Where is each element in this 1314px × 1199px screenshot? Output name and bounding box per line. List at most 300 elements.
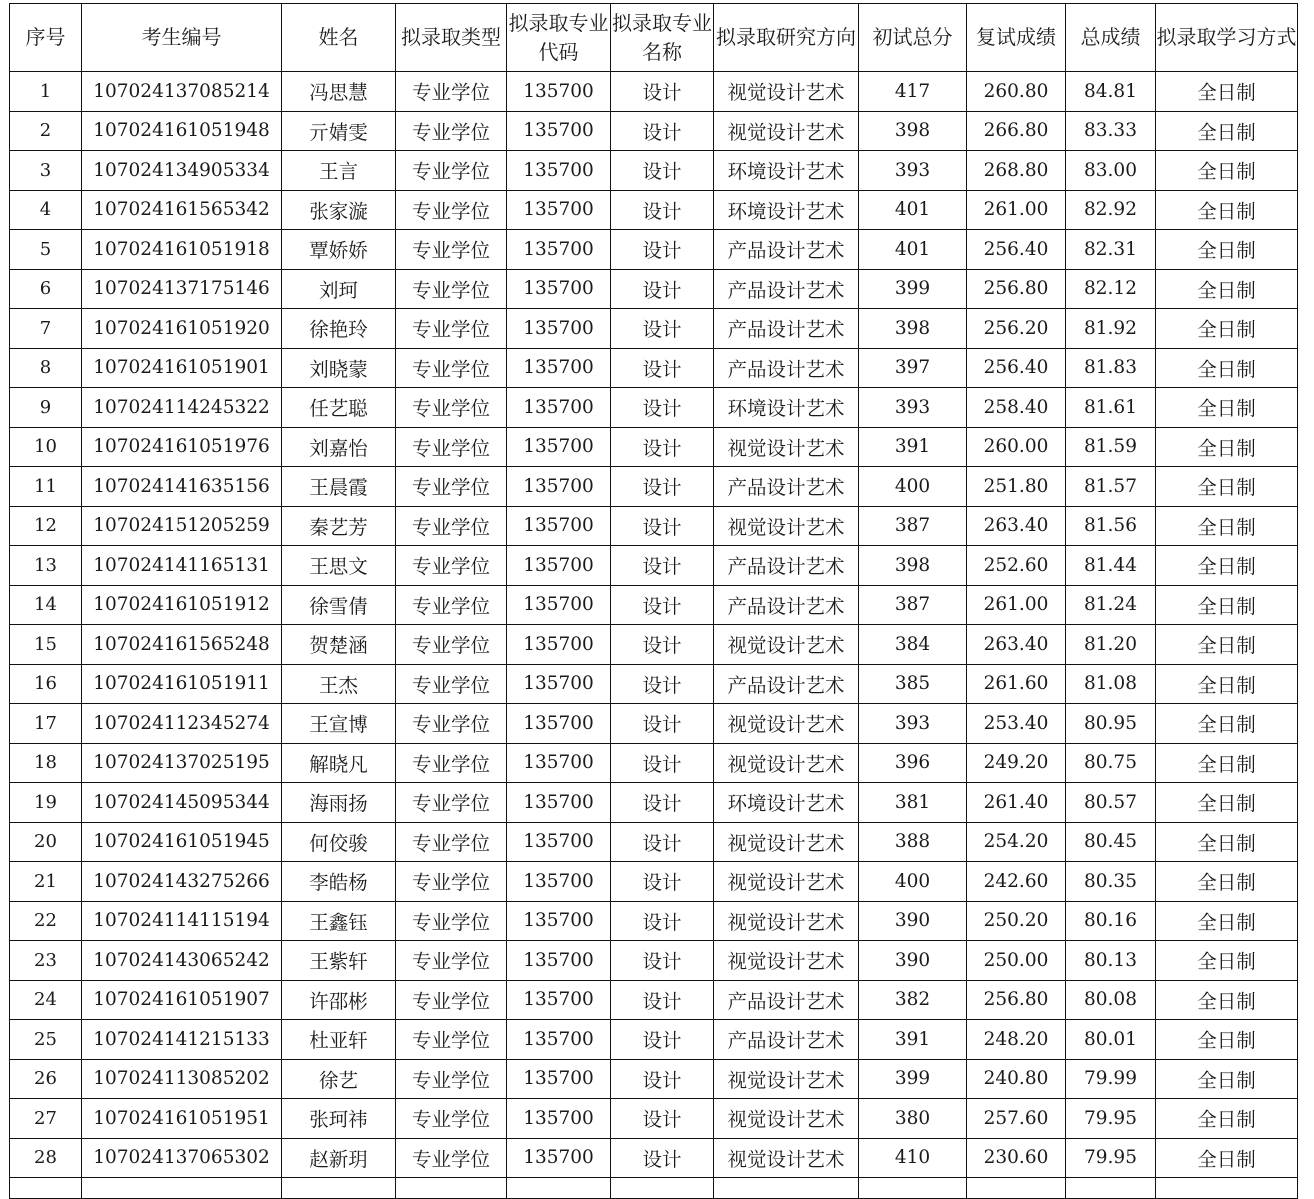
- cell-major-name: 设计: [611, 664, 714, 704]
- cell-exam-id: 107024134905334: [82, 151, 282, 191]
- cell-major-name: 设计: [611, 1059, 714, 1099]
- cell-major-code: 135700: [507, 1020, 611, 1060]
- cell-study-mode: 全日制: [1156, 664, 1298, 704]
- cell-exam-id: 107024137175146: [82, 269, 282, 309]
- cell-major-name: 设计: [611, 230, 714, 270]
- table-row: [10, 1020, 1298, 1060]
- table-row: [10, 309, 1298, 349]
- cell-study-mode: 全日制: [1156, 190, 1298, 230]
- cell-major-name: 设计: [611, 704, 714, 744]
- cell-study-mode: 全日制: [1156, 427, 1298, 467]
- cell-total-score: 80.75: [1066, 743, 1156, 783]
- cell-major-code: 135700: [507, 941, 611, 981]
- cell-admission-type: 专业学位: [396, 664, 507, 704]
- cell-exam-id: 107024161051976: [82, 427, 282, 467]
- cell-admission-type: 专业学位: [396, 1138, 507, 1178]
- header-row: [10, 4, 1298, 72]
- cell-total-score: 81.20: [1066, 625, 1156, 665]
- cell-name: 王紫轩: [282, 941, 396, 981]
- cell-research-direction: 环境设计艺术: [714, 190, 859, 230]
- cell-major-name: 设计: [611, 506, 714, 546]
- cell-study-mode: 全日制: [1156, 980, 1298, 1020]
- cell-research-direction: 产品设计艺术: [714, 467, 859, 507]
- cell-research-direction: 产品设计艺术: [714, 980, 859, 1020]
- cell-initial-score: 390: [859, 941, 967, 981]
- cell-seq: 7: [10, 309, 82, 349]
- cell-retest-score: 261.40: [967, 783, 1066, 823]
- table-row: [10, 348, 1298, 388]
- header-seq: 序号: [10, 4, 82, 72]
- table-row: [10, 190, 1298, 230]
- cell-initial-score: 385: [859, 664, 967, 704]
- cell-major-code: 135700: [507, 783, 611, 823]
- cell-name: 解晓凡: [282, 743, 396, 783]
- empty-cell: [10, 1178, 82, 1199]
- cell-initial-score: 382: [859, 980, 967, 1020]
- cell-name: 许邵彬: [282, 980, 396, 1020]
- cell-name: 刘珂: [282, 269, 396, 309]
- cell-seq: 5: [10, 230, 82, 270]
- cell-exam-id: 107024137065302: [82, 1138, 282, 1178]
- table-row: [10, 467, 1298, 507]
- cell-admission-type: 专业学位: [396, 901, 507, 941]
- cell-total-score: 80.95: [1066, 704, 1156, 744]
- empty-cell: [859, 1178, 967, 1199]
- cell-name: 王晨霞: [282, 467, 396, 507]
- empty-cell: [967, 1178, 1066, 1199]
- cell-retest-score: 252.60: [967, 546, 1066, 586]
- cell-seq: 11: [10, 467, 82, 507]
- cell-name: 徐雪倩: [282, 585, 396, 625]
- cell-total-score: 81.57: [1066, 467, 1156, 507]
- cell-study-mode: 全日制: [1156, 151, 1298, 191]
- cell-total-score: 83.00: [1066, 151, 1156, 191]
- cell-retest-score: 260.00: [967, 427, 1066, 467]
- cell-total-score: 81.24: [1066, 585, 1156, 625]
- cell-seq: 1: [10, 72, 82, 112]
- cell-study-mode: 全日制: [1156, 1138, 1298, 1178]
- cell-name: 何佼骏: [282, 822, 396, 862]
- cell-major-name: 设计: [611, 862, 714, 902]
- table-row: [10, 1099, 1298, 1139]
- table-row: [10, 625, 1298, 665]
- cell-seq: 6: [10, 269, 82, 309]
- cell-name: 贺楚涵: [282, 625, 396, 665]
- cell-research-direction: 产品设计艺术: [714, 230, 859, 270]
- cell-major-code: 135700: [507, 664, 611, 704]
- cell-study-mode: 全日制: [1156, 348, 1298, 388]
- cell-major-code: 135700: [507, 1138, 611, 1178]
- cell-research-direction: 产品设计艺术: [714, 348, 859, 388]
- cell-study-mode: 全日制: [1156, 941, 1298, 981]
- cell-retest-score: 266.80: [967, 111, 1066, 151]
- cell-total-score: 80.08: [1066, 980, 1156, 1020]
- cell-seq: 18: [10, 743, 82, 783]
- empty-cell: [714, 1178, 859, 1199]
- cell-total-score: 81.59: [1066, 427, 1156, 467]
- cell-initial-score: 393: [859, 388, 967, 428]
- cell-retest-score: 256.80: [967, 980, 1066, 1020]
- cell-research-direction: 视觉设计艺术: [714, 506, 859, 546]
- cell-major-code: 135700: [507, 72, 611, 112]
- cell-study-mode: 全日制: [1156, 1020, 1298, 1060]
- cell-research-direction: 视觉设计艺术: [714, 1099, 859, 1139]
- cell-admission-type: 专业学位: [396, 704, 507, 744]
- empty-cell: [611, 1178, 714, 1199]
- cell-study-mode: 全日制: [1156, 1099, 1298, 1139]
- cell-study-mode: 全日制: [1156, 862, 1298, 902]
- cell-major-name: 设计: [611, 822, 714, 862]
- cell-major-code: 135700: [507, 822, 611, 862]
- cell-initial-score: 400: [859, 862, 967, 902]
- cell-seq: 27: [10, 1099, 82, 1139]
- cell-initial-score: 401: [859, 230, 967, 270]
- table-row: [10, 585, 1298, 625]
- empty-cell: [82, 1178, 282, 1199]
- cell-retest-score: 254.20: [967, 822, 1066, 862]
- cell-name: 王思文: [282, 546, 396, 586]
- cell-exam-id: 107024145095344: [82, 783, 282, 823]
- cell-major-code: 135700: [507, 704, 611, 744]
- cell-major-code: 135700: [507, 467, 611, 507]
- cell-admission-type: 专业学位: [396, 585, 507, 625]
- cell-admission-type: 专业学位: [396, 980, 507, 1020]
- cell-admission-type: 专业学位: [396, 822, 507, 862]
- cell-study-mode: 全日制: [1156, 901, 1298, 941]
- cell-name: 赵新玥: [282, 1138, 396, 1178]
- cell-total-score: 80.57: [1066, 783, 1156, 823]
- cell-admission-type: 专业学位: [396, 1059, 507, 1099]
- cell-exam-id: 107024114115194: [82, 901, 282, 941]
- cell-major-code: 135700: [507, 585, 611, 625]
- cell-retest-score: 261.60: [967, 664, 1066, 704]
- cell-research-direction: 视觉设计艺术: [714, 1138, 859, 1178]
- cell-name: 王杰: [282, 664, 396, 704]
- table-row: [10, 704, 1298, 744]
- cell-exam-id: 107024141215133: [82, 1020, 282, 1060]
- cell-retest-score: 256.40: [967, 230, 1066, 270]
- cell-major-name: 设计: [611, 941, 714, 981]
- cell-retest-score: 253.40: [967, 704, 1066, 744]
- cell-major-name: 设计: [611, 1099, 714, 1139]
- header-name: 姓名: [282, 4, 396, 72]
- cell-major-code: 135700: [507, 348, 611, 388]
- cell-exam-id: 107024113085202: [82, 1059, 282, 1099]
- cell-study-mode: 全日制: [1156, 546, 1298, 586]
- cell-retest-score: 242.60: [967, 862, 1066, 902]
- cell-name: 王言: [282, 151, 396, 191]
- header-admission-type: 拟录取类型: [396, 4, 507, 72]
- cell-major-code: 135700: [507, 427, 611, 467]
- cell-study-mode: 全日制: [1156, 111, 1298, 151]
- cell-seq: 9: [10, 388, 82, 428]
- cell-total-score: 81.61: [1066, 388, 1156, 428]
- cell-seq: 23: [10, 941, 82, 981]
- empty-cell: [396, 1178, 507, 1199]
- cell-study-mode: 全日制: [1156, 388, 1298, 428]
- table-row: [10, 111, 1298, 151]
- table-row: [10, 1059, 1298, 1099]
- header-research-direction: 拟录取研究方向: [714, 4, 859, 72]
- cell-major-name: 设计: [611, 901, 714, 941]
- cell-major-code: 135700: [507, 901, 611, 941]
- table-row: [10, 901, 1298, 941]
- cell-admission-type: 专业学位: [396, 190, 507, 230]
- cell-major-name: 设计: [611, 269, 714, 309]
- cell-admission-type: 专业学位: [396, 151, 507, 191]
- cell-total-score: 80.01: [1066, 1020, 1156, 1060]
- cell-name: 任艺聪: [282, 388, 396, 428]
- cell-seq: 20: [10, 822, 82, 862]
- cell-total-score: 81.44: [1066, 546, 1156, 586]
- cell-admission-type: 专业学位: [396, 467, 507, 507]
- table-row: [10, 151, 1298, 191]
- cell-study-mode: 全日制: [1156, 506, 1298, 546]
- table-row: [10, 743, 1298, 783]
- cell-name: 亓婧雯: [282, 111, 396, 151]
- cell-major-code: 135700: [507, 190, 611, 230]
- cell-exam-id: 107024161051951: [82, 1099, 282, 1139]
- cell-research-direction: 产品设计艺术: [714, 585, 859, 625]
- cell-research-direction: 视觉设计艺术: [714, 625, 859, 665]
- cell-admission-type: 专业学位: [396, 862, 507, 902]
- cell-seq: 3: [10, 151, 82, 191]
- cell-research-direction: 产品设计艺术: [714, 664, 859, 704]
- table-row: [10, 72, 1298, 112]
- cell-seq: 25: [10, 1020, 82, 1060]
- cell-major-code: 135700: [507, 546, 611, 586]
- cell-retest-score: 230.60: [967, 1138, 1066, 1178]
- cell-major-code: 135700: [507, 506, 611, 546]
- cell-total-score: 81.56: [1066, 506, 1156, 546]
- cell-major-code: 135700: [507, 980, 611, 1020]
- cell-major-name: 设计: [611, 783, 714, 823]
- cell-admission-type: 专业学位: [396, 348, 507, 388]
- cell-retest-score: 248.20: [967, 1020, 1066, 1060]
- cell-name: 杜亚轩: [282, 1020, 396, 1060]
- cell-retest-score: 260.80: [967, 72, 1066, 112]
- cell-research-direction: 视觉设计艺术: [714, 901, 859, 941]
- cell-study-mode: 全日制: [1156, 269, 1298, 309]
- cell-study-mode: 全日制: [1156, 1059, 1298, 1099]
- cell-name: 张珂祎: [282, 1099, 396, 1139]
- cell-initial-score: 400: [859, 467, 967, 507]
- cell-total-score: 80.13: [1066, 941, 1156, 981]
- cell-research-direction: 视觉设计艺术: [714, 822, 859, 862]
- cell-initial-score: 387: [859, 585, 967, 625]
- cell-major-name: 设计: [611, 309, 714, 349]
- cell-research-direction: 产品设计艺术: [714, 309, 859, 349]
- cell-study-mode: 全日制: [1156, 309, 1298, 349]
- cell-initial-score: 393: [859, 704, 967, 744]
- cell-initial-score: 396: [859, 743, 967, 783]
- cell-major-name: 设计: [611, 980, 714, 1020]
- table-row: [10, 941, 1298, 981]
- cell-admission-type: 专业学位: [396, 230, 507, 270]
- cell-seq: 13: [10, 546, 82, 586]
- cell-research-direction: 视觉设计艺术: [714, 427, 859, 467]
- cell-major-name: 设计: [611, 1138, 714, 1178]
- cell-exam-id: 107024137085214: [82, 72, 282, 112]
- cell-research-direction: 视觉设计艺术: [714, 862, 859, 902]
- cell-exam-id: 107024161565342: [82, 190, 282, 230]
- cell-study-mode: 全日制: [1156, 822, 1298, 862]
- header-retest-score: 复试成绩: [967, 4, 1066, 72]
- cell-initial-score: 380: [859, 1099, 967, 1139]
- cell-retest-score: 258.40: [967, 388, 1066, 428]
- cell-initial-score: 398: [859, 111, 967, 151]
- cell-total-score: 80.16: [1066, 901, 1156, 941]
- cell-name: 徐艳玲: [282, 309, 396, 349]
- cell-study-mode: 全日制: [1156, 467, 1298, 507]
- cell-initial-score: 401: [859, 190, 967, 230]
- cell-major-code: 135700: [507, 269, 611, 309]
- table-row-cut: [10, 1178, 1298, 1199]
- cell-name: 张家漩: [282, 190, 396, 230]
- table-row: [10, 546, 1298, 586]
- cell-retest-score: 263.40: [967, 506, 1066, 546]
- cell-retest-score: 250.20: [967, 901, 1066, 941]
- cell-retest-score: 251.80: [967, 467, 1066, 507]
- cell-research-direction: 视觉设计艺术: [714, 941, 859, 981]
- cell-study-mode: 全日制: [1156, 783, 1298, 823]
- cell-research-direction: 视觉设计艺术: [714, 743, 859, 783]
- cell-seq: 10: [10, 427, 82, 467]
- cell-research-direction: 视觉设计艺术: [714, 704, 859, 744]
- admission-table: [9, 3, 1298, 1199]
- cell-retest-score: 268.80: [967, 151, 1066, 191]
- cell-study-mode: 全日制: [1156, 585, 1298, 625]
- cell-initial-score: 398: [859, 309, 967, 349]
- cell-major-name: 设计: [611, 72, 714, 112]
- cell-total-score: 81.83: [1066, 348, 1156, 388]
- cell-name: 冯思慧: [282, 72, 396, 112]
- cell-research-direction: 产品设计艺术: [714, 269, 859, 309]
- cell-admission-type: 专业学位: [396, 743, 507, 783]
- cell-initial-score: 399: [859, 269, 967, 309]
- table-row: [10, 664, 1298, 704]
- cell-major-code: 135700: [507, 309, 611, 349]
- cell-major-name: 设计: [611, 743, 714, 783]
- cell-retest-score: 261.00: [967, 585, 1066, 625]
- cell-exam-id: 107024141635156: [82, 467, 282, 507]
- cell-initial-score: 393: [859, 151, 967, 191]
- cell-admission-type: 专业学位: [396, 72, 507, 112]
- cell-research-direction: 环境设计艺术: [714, 783, 859, 823]
- cell-total-score: 80.35: [1066, 862, 1156, 902]
- header-initial-score: 初试总分: [859, 4, 967, 72]
- cell-retest-score: 250.00: [967, 941, 1066, 981]
- cell-seq: 26: [10, 1059, 82, 1099]
- cell-exam-id: 107024161051912: [82, 585, 282, 625]
- cell-initial-score: 410: [859, 1138, 967, 1178]
- table-row: [10, 862, 1298, 902]
- table-body: [10, 72, 1298, 1199]
- cell-seq: 22: [10, 901, 82, 941]
- cell-admission-type: 专业学位: [396, 111, 507, 151]
- table-row: [10, 822, 1298, 862]
- cell-total-score: 82.31: [1066, 230, 1156, 270]
- header-major-name: 拟录取专业名称: [611, 4, 714, 72]
- cell-major-name: 设计: [611, 546, 714, 586]
- cell-total-score: 79.95: [1066, 1099, 1156, 1139]
- cell-research-direction: 环境设计艺术: [714, 388, 859, 428]
- cell-total-score: 82.92: [1066, 190, 1156, 230]
- cell-name: 王宣博: [282, 704, 396, 744]
- cell-major-code: 135700: [507, 1059, 611, 1099]
- cell-major-code: 135700: [507, 151, 611, 191]
- header-major-code: 拟录取专业代码: [507, 4, 611, 72]
- cell-retest-score: 256.40: [967, 348, 1066, 388]
- cell-seq: 16: [10, 664, 82, 704]
- cell-exam-id: 107024161565248: [82, 625, 282, 665]
- empty-cell: [1156, 1178, 1298, 1199]
- cell-research-direction: 产品设计艺术: [714, 1020, 859, 1060]
- cell-name: 海雨扬: [282, 783, 396, 823]
- cell-major-code: 135700: [507, 625, 611, 665]
- cell-research-direction: 视觉设计艺术: [714, 72, 859, 112]
- cell-major-code: 135700: [507, 862, 611, 902]
- cell-major-code: 135700: [507, 230, 611, 270]
- cell-major-name: 设计: [611, 388, 714, 428]
- cell-retest-score: 256.20: [967, 309, 1066, 349]
- cell-exam-id: 107024143065242: [82, 941, 282, 981]
- cell-total-score: 84.81: [1066, 72, 1156, 112]
- cell-major-name: 设计: [611, 348, 714, 388]
- cell-admission-type: 专业学位: [396, 941, 507, 981]
- cell-total-score: 79.99: [1066, 1059, 1156, 1099]
- cell-admission-type: 专业学位: [396, 506, 507, 546]
- cell-admission-type: 专业学位: [396, 1020, 507, 1060]
- cell-retest-score: 263.40: [967, 625, 1066, 665]
- cell-initial-score: 397: [859, 348, 967, 388]
- cell-initial-score: 391: [859, 1020, 967, 1060]
- table-row: [10, 783, 1298, 823]
- cell-research-direction: 产品设计艺术: [714, 546, 859, 586]
- cell-initial-score: 381: [859, 783, 967, 823]
- cell-admission-type: 专业学位: [396, 427, 507, 467]
- cell-admission-type: 专业学位: [396, 269, 507, 309]
- cell-major-code: 135700: [507, 111, 611, 151]
- table-row: [10, 506, 1298, 546]
- cell-exam-id: 107024143275266: [82, 862, 282, 902]
- cell-admission-type: 专业学位: [396, 783, 507, 823]
- cell-seq: 24: [10, 980, 82, 1020]
- cell-exam-id: 107024137025195: [82, 743, 282, 783]
- cell-initial-score: 399: [859, 1059, 967, 1099]
- cell-admission-type: 专业学位: [396, 388, 507, 428]
- cell-major-name: 设计: [611, 467, 714, 507]
- cell-major-name: 设计: [611, 585, 714, 625]
- cell-study-mode: 全日制: [1156, 743, 1298, 783]
- cell-exam-id: 107024161051907: [82, 980, 282, 1020]
- cell-seq: 14: [10, 585, 82, 625]
- table-row: [10, 230, 1298, 270]
- cell-initial-score: 390: [859, 901, 967, 941]
- cell-major-code: 135700: [507, 1099, 611, 1139]
- cell-total-score: 81.92: [1066, 309, 1156, 349]
- cell-study-mode: 全日制: [1156, 625, 1298, 665]
- cell-seq: 15: [10, 625, 82, 665]
- cell-retest-score: 261.00: [967, 190, 1066, 230]
- cell-major-name: 设计: [611, 151, 714, 191]
- header-study-mode: 拟录取学习方式: [1156, 4, 1298, 72]
- cell-research-direction: 环境设计艺术: [714, 151, 859, 191]
- cell-study-mode: 全日制: [1156, 72, 1298, 112]
- cell-seq: 17: [10, 704, 82, 744]
- cell-initial-score: 388: [859, 822, 967, 862]
- table-row: [10, 269, 1298, 309]
